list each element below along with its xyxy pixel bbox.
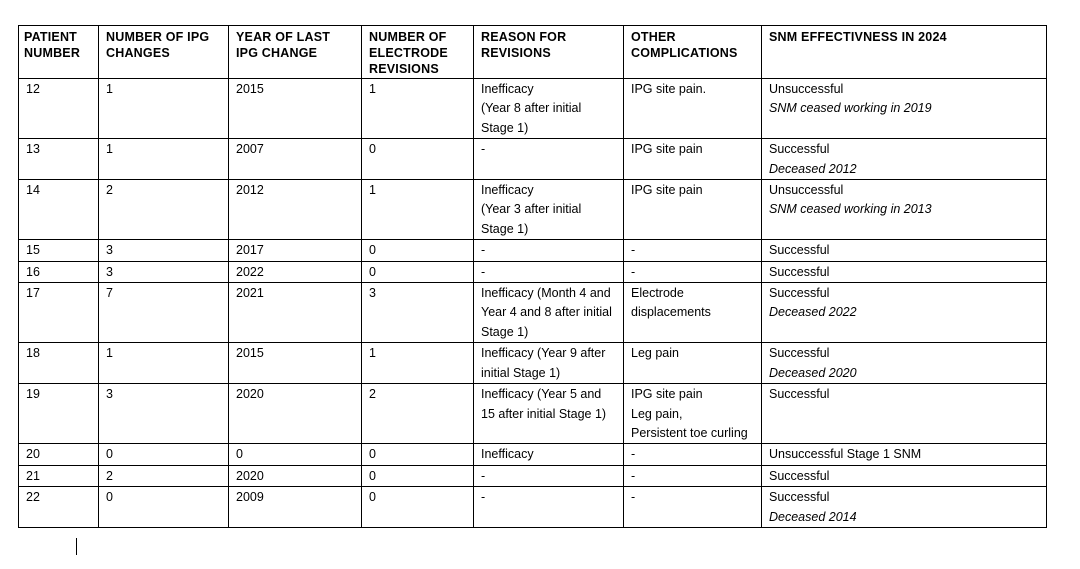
cell-reason-for-revisions [474,384,624,444]
cell-reason-for-revisions-text: Inefficacy (Year 3 after initial Stage 1) [481,183,582,236]
cell-other-complications [624,384,762,444]
cell-patient-number [19,283,99,343]
cell-other-complications [624,465,762,486]
cell-last-ipg-change [229,79,362,139]
cell-other-complications [624,444,762,465]
cell-other-complications-text: IPG site pain [631,183,703,198]
cell-snm-effectiveness [762,465,1047,486]
cell-patient-number [19,240,99,261]
cell-snm-effectiveness [762,139,1047,180]
cell-patient-number-text: 17 [26,286,40,301]
cell-other-complications [624,240,762,261]
cell-other-complications [624,139,762,180]
effectiveness-note: Deceased 2012 [769,161,857,176]
cell-ipg-changes [99,240,229,261]
cell-patient-number [19,343,99,384]
cell-last-ipg-change-text: 0 [236,447,243,462]
cell-patient-number [19,180,99,240]
cell-patient-number [19,139,99,180]
cell-reason-for-revisions [474,487,624,528]
cell-electrode-revisions-text: 0 [369,264,376,279]
header-patient-number: PATIENT NUMBER [19,26,99,79]
effectiveness-status: Successful [769,286,830,301]
cell-ipg-changes-text: 7 [106,286,113,301]
cell-electrode-revisions-text: 0 [369,447,376,462]
cell-reason-for-revisions-text: Inefficacy (Year 9 after initial Stage 1) [481,346,606,380]
cell-reason-for-revisions-text: - [481,243,486,258]
cell-last-ipg-change [229,139,362,180]
cell-other-complications-text: Leg pain [631,346,679,361]
cell-other-complications [624,79,762,139]
table-body [19,79,1047,528]
cell-last-ipg-change-text: 2020 [236,387,264,402]
cell-snm-effectiveness [762,240,1047,261]
cell-electrode-revisions [362,465,474,486]
cell-reason-for-revisions-text: Inefficacy [481,447,534,462]
cell-ipg-changes-text: 3 [106,387,113,402]
effectiveness-status: Successful [769,468,830,483]
cell-electrode-revisions [362,343,474,384]
cell-snm-effectiveness [762,343,1047,384]
cell-reason-for-revisions [474,465,624,486]
cell-ipg-changes [99,487,229,528]
table-row [19,487,1047,528]
cell-last-ipg-change-text: 2007 [236,142,264,157]
cell-ipg-changes [99,79,229,139]
cell-ipg-changes [99,180,229,240]
table-header-row [19,26,1047,79]
effectiveness-note: Deceased 2020 [769,365,857,380]
cell-patient-number-text: 15 [26,243,40,258]
cell-electrode-revisions-text: 1 [369,346,376,361]
table-row [19,180,1047,240]
cell-ipg-changes [99,343,229,384]
cell-last-ipg-change [229,240,362,261]
cell-reason-for-revisions-text: Inefficacy (Year 5 and 15 after initial Stage 1) [481,387,607,421]
header-other-complications: OTHER COMPLICATIONS [624,26,762,79]
cell-ipg-changes-text: 1 [106,142,113,157]
cell-last-ipg-change-text: 2015 [236,346,264,361]
cell-other-complications-text: - [631,264,636,279]
cell-patient-number [19,79,99,139]
cell-patient-number [19,465,99,486]
header-last-ipg-change: YEAR OF LAST IPG CHANGE [229,26,362,79]
cell-electrode-revisions [362,180,474,240]
effectiveness-status: Successful [769,264,830,279]
cell-ipg-changes [99,261,229,282]
cell-last-ipg-change [229,384,362,444]
cell-ipg-changes-text: 0 [106,447,113,462]
cell-reason-for-revisions-text: - [481,468,486,483]
cell-patient-number-text: 16 [26,264,40,279]
cell-ipg-changes-text: 3 [106,243,113,258]
header-ipg-changes: NUMBER OF IPG CHANGES [99,26,229,79]
cell-snm-effectiveness [762,384,1047,444]
cell-other-complications [624,283,762,343]
cell-other-complications-text: Electrode displacements [631,286,711,320]
cell-last-ipg-change-text: 2009 [236,490,264,505]
cell-ipg-changes-text: 3 [106,264,113,279]
cell-reason-for-revisions [474,261,624,282]
cell-reason-for-revisions [474,444,624,465]
cell-snm-effectiveness [762,444,1047,465]
cell-other-complications-text: IPG site pain. [631,82,707,96]
cell-last-ipg-change [229,283,362,343]
effectiveness-note: SNM ceased working in 2019 [769,101,932,116]
patient-data-table [18,25,1047,528]
cell-electrode-revisions [362,261,474,282]
cell-last-ipg-change-text: 2017 [236,243,264,258]
cell-electrode-revisions-text: 0 [369,243,376,258]
cell-last-ipg-change-text: 2021 [236,286,264,301]
cell-ipg-changes-text: 2 [106,468,113,483]
cell-snm-effectiveness [762,180,1047,240]
cell-snm-effectiveness [762,79,1047,139]
cell-reason-for-revisions-text: Inefficacy (Year 8 after initial Stage 1) [481,82,582,135]
cell-ipg-changes [99,283,229,343]
cell-ipg-changes-text: 2 [106,183,113,198]
effectiveness-status: Successful [769,142,830,157]
cell-last-ipg-change-text: 2015 [236,82,264,96]
cell-electrode-revisions-text: 1 [369,82,376,96]
cell-electrode-revisions [362,240,474,261]
cell-last-ipg-change [229,261,362,282]
cell-other-complications-text: - [631,468,636,483]
cell-reason-for-revisions [474,343,624,384]
cell-electrode-revisions-text: 0 [369,142,376,157]
effectiveness-status: Unsuccessful [769,183,844,198]
cell-other-complications-text: IPG site pain Leg pain, Persistent toe curling [631,387,748,440]
effectiveness-status: Successful [769,346,830,361]
cell-patient-number-text: 21 [26,468,40,483]
cell-patient-number-text: 13 [26,142,40,157]
cell-patient-number-text: 19 [26,387,40,402]
effectiveness-status: Unsuccessful Stage 1 SNM [769,447,922,462]
table-row [19,384,1047,444]
cell-ipg-changes [99,139,229,180]
cell-reason-for-revisions [474,240,624,261]
table-row [19,240,1047,261]
cell-snm-effectiveness [762,283,1047,343]
cell-other-complications-text: - [631,490,636,505]
cell-patient-number-text: 22 [26,490,40,505]
cell-electrode-revisions [362,79,474,139]
cell-reason-for-revisions [474,139,624,180]
effectiveness-note: Deceased 2022 [769,305,857,320]
text-cursor [76,538,77,555]
cell-reason-for-revisions-text: - [481,264,486,279]
cell-last-ipg-change-text: 2022 [236,264,264,279]
cell-electrode-revisions [362,384,474,444]
cell-last-ipg-change [229,444,362,465]
cell-electrode-revisions-text: 0 [369,490,376,505]
cell-electrode-revisions-text: 3 [369,286,376,301]
cell-ipg-changes [99,444,229,465]
cell-last-ipg-change [229,465,362,486]
cell-last-ipg-change [229,343,362,384]
table-row [19,79,1047,139]
cell-last-ipg-change [229,180,362,240]
effectiveness-status: Unsuccessful [769,82,844,96]
cell-ipg-changes-text: 1 [106,346,113,361]
cell-patient-number [19,384,99,444]
header-electrode-revisions: NUMBER OF ELECTRODE REVISIONS [362,26,474,79]
cell-other-complications [624,487,762,528]
cell-patient-number [19,444,99,465]
cell-reason-for-revisions [474,283,624,343]
cell-electrode-revisions [362,487,474,528]
cell-patient-number [19,487,99,528]
cell-ipg-changes [99,465,229,486]
cell-patient-number [19,261,99,282]
cell-other-complications-text: - [631,447,636,462]
effectiveness-note: SNM ceased working in 2013 [769,202,932,217]
cell-last-ipg-change [229,487,362,528]
header-snm-effectiveness: SNM EFFECTIVNESS IN 2024 [762,26,1047,79]
cell-snm-effectiveness [762,261,1047,282]
cell-reason-for-revisions-text: - [481,142,486,157]
cell-last-ipg-change-text: 2012 [236,183,264,198]
effectiveness-status: Successful [769,243,830,258]
cell-electrode-revisions [362,444,474,465]
cell-electrode-revisions-text: 2 [369,387,376,402]
cell-reason-for-revisions-text: - [481,490,486,505]
table-row [19,444,1047,465]
cell-ipg-changes-text: 1 [106,82,113,96]
cell-patient-number-text: 20 [26,447,40,462]
table-row [19,283,1047,343]
cell-other-complications-text: IPG site pain [631,142,703,157]
cell-other-complications [624,261,762,282]
effectiveness-status: Successful [769,387,830,402]
cell-patient-number-text: 14 [26,183,40,198]
cell-other-complications [624,343,762,384]
cell-other-complications [624,180,762,240]
cell-electrode-revisions [362,283,474,343]
cell-last-ipg-change-text: 2020 [236,468,264,483]
cell-electrode-revisions-text: 1 [369,183,376,198]
cell-patient-number-text: 18 [26,346,40,361]
cell-other-complications-text: - [631,243,636,258]
cell-reason-for-revisions [474,180,624,240]
effectiveness-note: Deceased 2014 [769,509,857,524]
table-row [19,261,1047,282]
effectiveness-status: Successful [769,490,830,505]
cell-ipg-changes-text: 0 [106,490,113,505]
table-row [19,343,1047,384]
cell-reason-for-revisions-text: Inefficacy (Month 4 and Year 4 and 8 after initial Stage 1) [481,286,612,339]
cell-snm-effectiveness [762,487,1047,528]
cell-electrode-revisions [362,139,474,180]
table-row [19,465,1047,486]
cell-electrode-revisions-text: 0 [369,468,376,483]
cell-reason-for-revisions [474,79,624,139]
table-row [19,139,1047,180]
cell-patient-number-text: 12 [26,82,40,96]
cell-ipg-changes [99,384,229,444]
header-reason-for-revisions: REASON FOR REVISIONS [474,26,624,79]
